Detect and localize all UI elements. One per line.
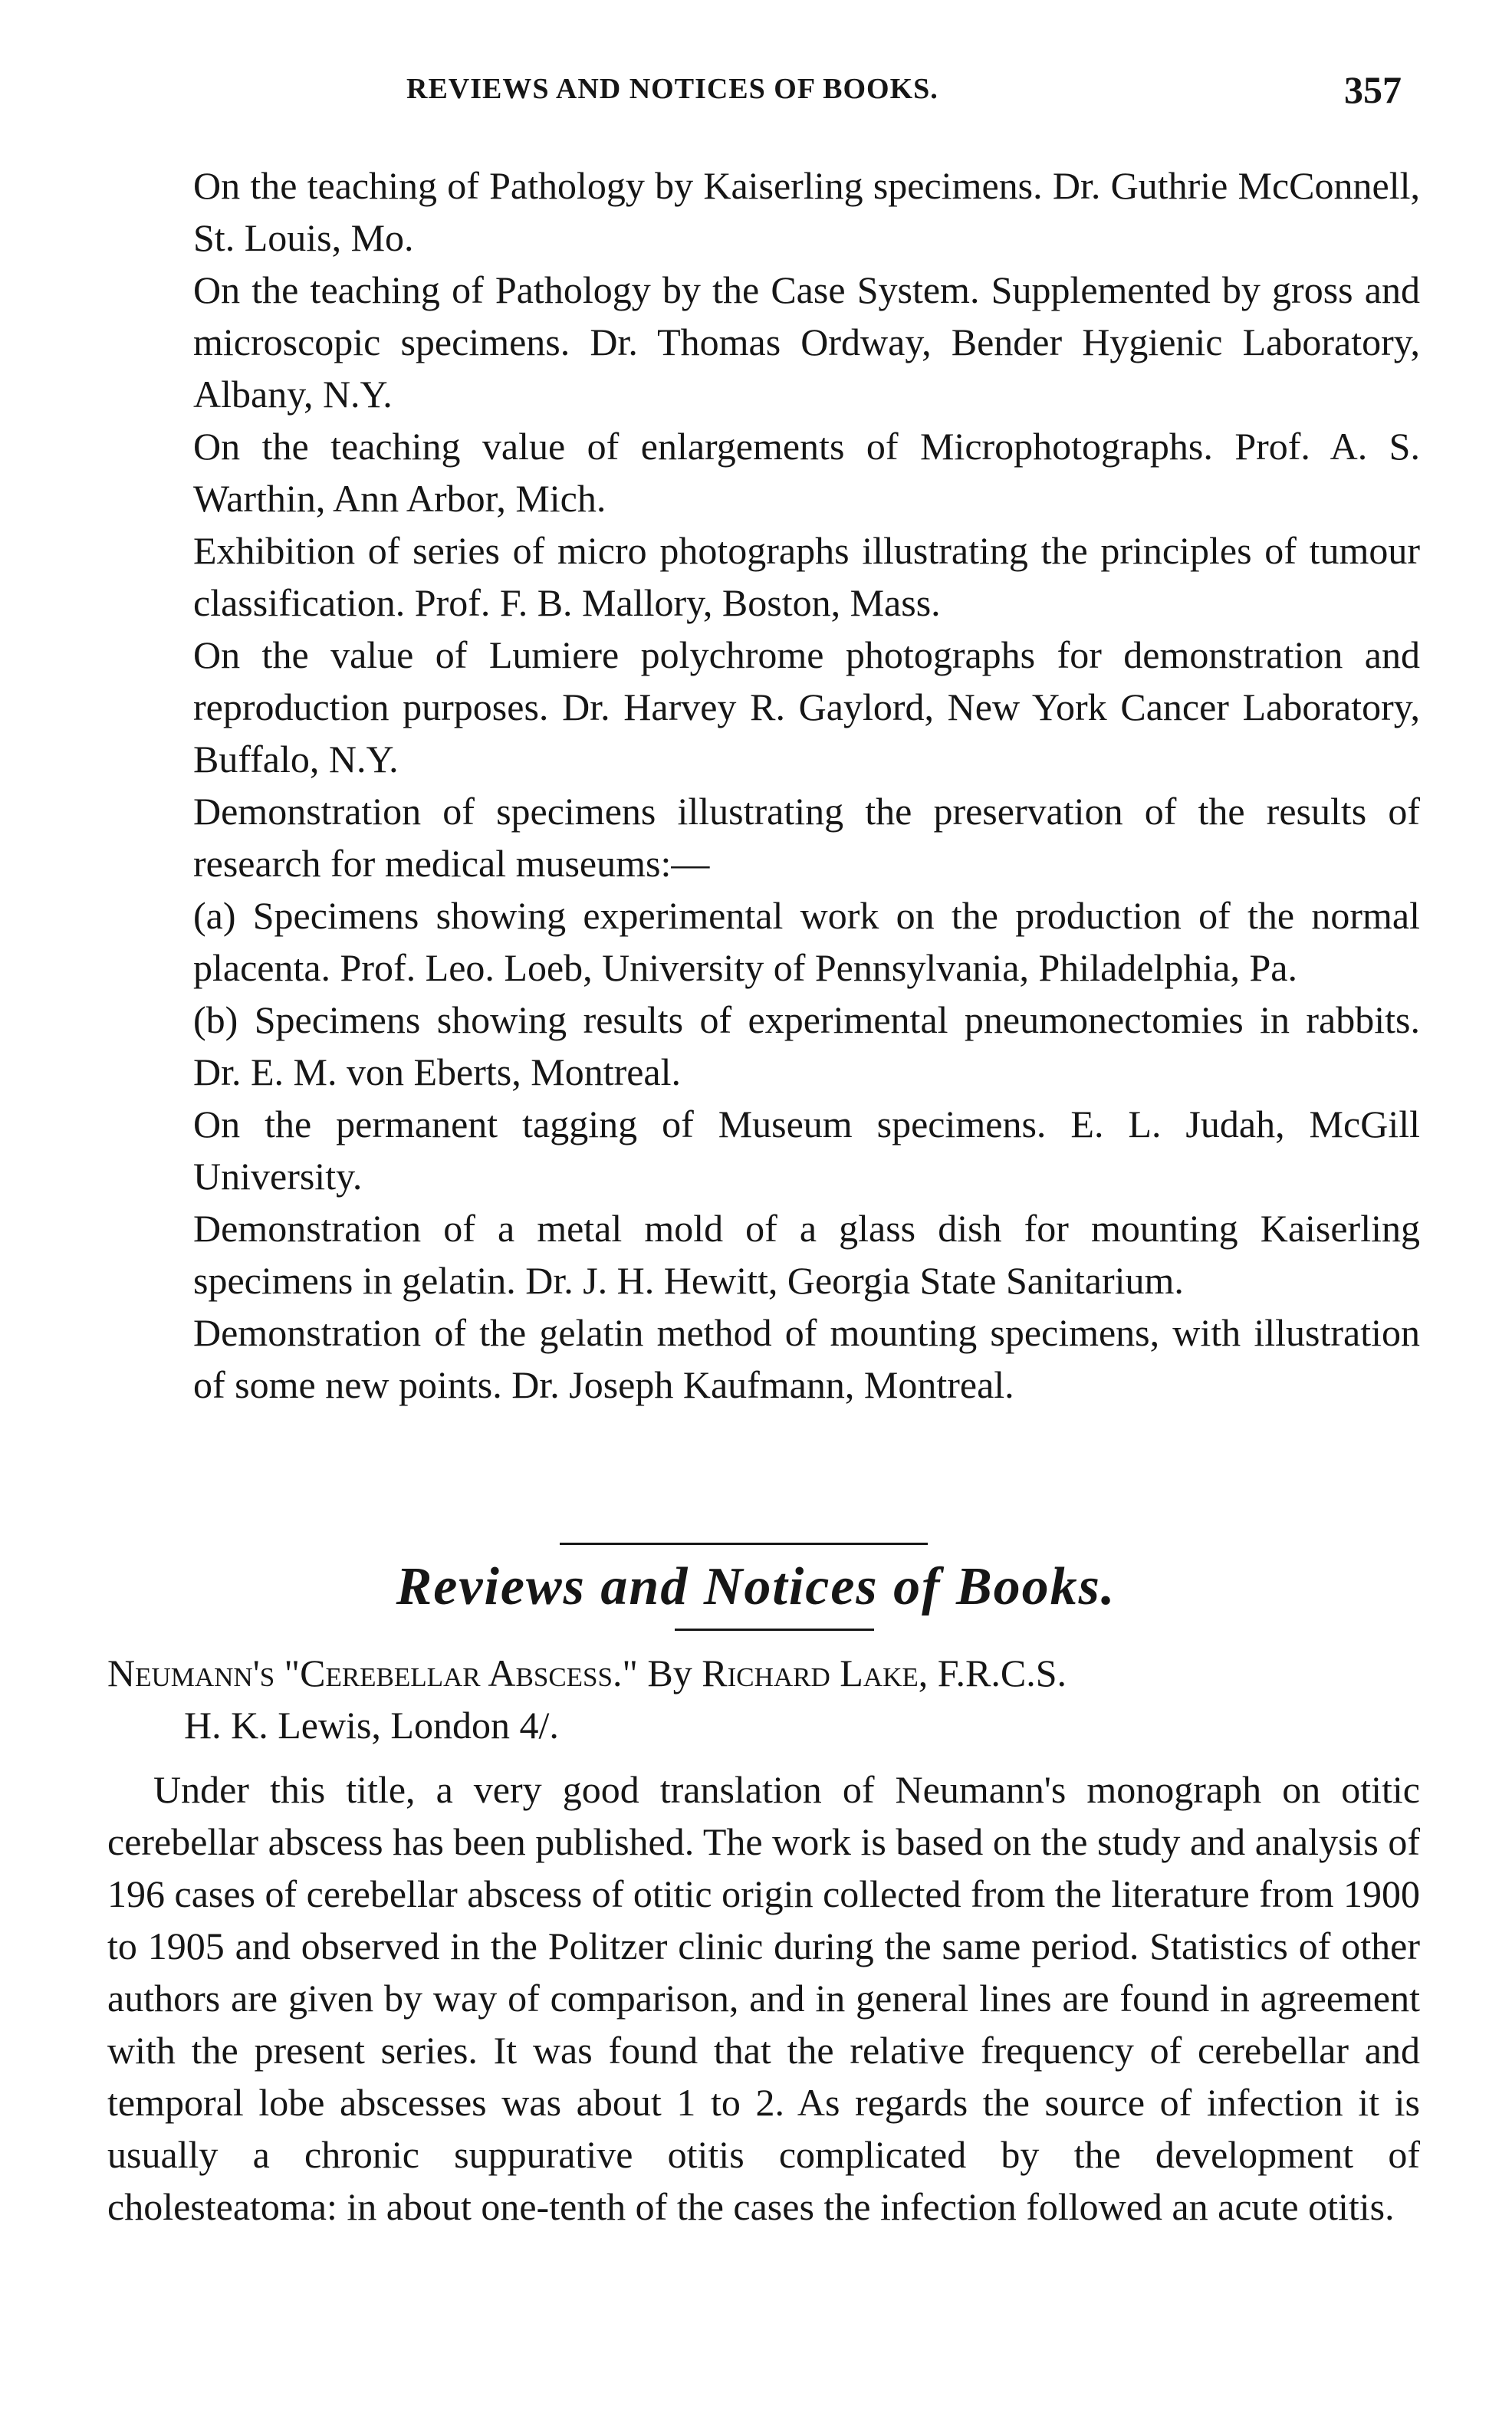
review-body: Under this title, a very good translation of Neumann's monograph on otitic cerebellar abscess has been published. The work is based on the study and analysis of 196 cases of cerebellar abscess of otitic origin collected from the literature from 1900 to 1905 and observed in the Politzer clinic during the same period. Statistics of other authors are given by way of comparison, and in general lines are found in agreement with the present series. It was found that the relative frequency of cerebellar and temporal lobe abscesses was about 1 to 2. As regards the source of infection it is usually a chronic suppurative otitis complicated by the development of cholesteatoma: in about one-tenth of the cases the infection followed an acute otitis. xyxy=(107,1768,1420,2228)
section-rule-bottom xyxy=(675,1629,874,1631)
book-title: Neumann's "Cerebellar Abscess." xyxy=(107,1652,638,1694)
publisher: H. K. Lewis, London 4/. xyxy=(184,1704,559,1747)
review-author: Richard Lake, F.R.C.S. xyxy=(702,1652,1067,1694)
paper-entry: (a) Specimens showing experimental work on the production of the normal placenta. Prof. Leo. Loeb, University of Pennsylvania, Philadelphia, Pa. xyxy=(193,894,1420,989)
paper-entry: On the teaching value of enlargements of Microphotographs. Prof. A. S. Warthin, Ann Arbor, Mich. xyxy=(193,425,1420,520)
by-label: By xyxy=(647,1652,692,1694)
running-title: REVIEWS AND NOTICES OF BOOKS. xyxy=(406,73,938,105)
paper-list xyxy=(193,159,1420,1411)
paper-entry: On the teaching of Pathology by Kaiserling specimens. Dr. Guthrie McConnell, St. Louis, Mo. xyxy=(193,164,1420,259)
paper-entry: Demonstration of specimens illustrating the preservation of the results of research for medical museums:— xyxy=(193,790,1420,885)
page-number: 357 xyxy=(1344,68,1402,111)
paper-entry: On the value of Lumiere polychrome photographs for demonstration and reproduction purposes. Dr. Harvey R. Gaylord, New York Cancer Laboratory, Buffalo, N.Y. xyxy=(193,633,1420,781)
section-title: Reviews and Notices of Books. xyxy=(396,1557,1116,1616)
paper-entry: Demonstration of the gelatin method of mounting specimens, with illustration of some new points. Dr. Joseph Kaufmann, Montreal. xyxy=(193,1311,1420,1406)
paper-entry: On the permanent tagging of Museum specimens. E. L. Judah, McGill University. xyxy=(193,1103,1420,1198)
review-heading xyxy=(107,1647,1420,1751)
paper-entry: Demonstration of a metal mold of a glass dish for mounting Kaiserling specimens in gelatin. Dr. J. H. Hewitt, Georgia State Sanitarium. xyxy=(193,1207,1420,1302)
paper-entry: (b) Specimens showing results of experimental pneumonectomies in rabbits. Dr. E. M. von Eberts, Montreal. xyxy=(193,998,1420,1093)
section-rule-top xyxy=(560,1543,928,1545)
review-title-line xyxy=(107,1647,1420,1699)
paper-entry: Exhibition of series of micro photographs illustrating the principles of tumour classification. Prof. F. B. Mallory, Boston, Mass. xyxy=(193,529,1420,624)
paper-entry: On the teaching of Pathology by the Case System. Supplemented by gross and microscopic specimens. Dr. Thomas Ordway, Bender Hygienic Laboratory, Albany, N.Y. xyxy=(193,268,1420,416)
running-head xyxy=(107,67,1411,113)
